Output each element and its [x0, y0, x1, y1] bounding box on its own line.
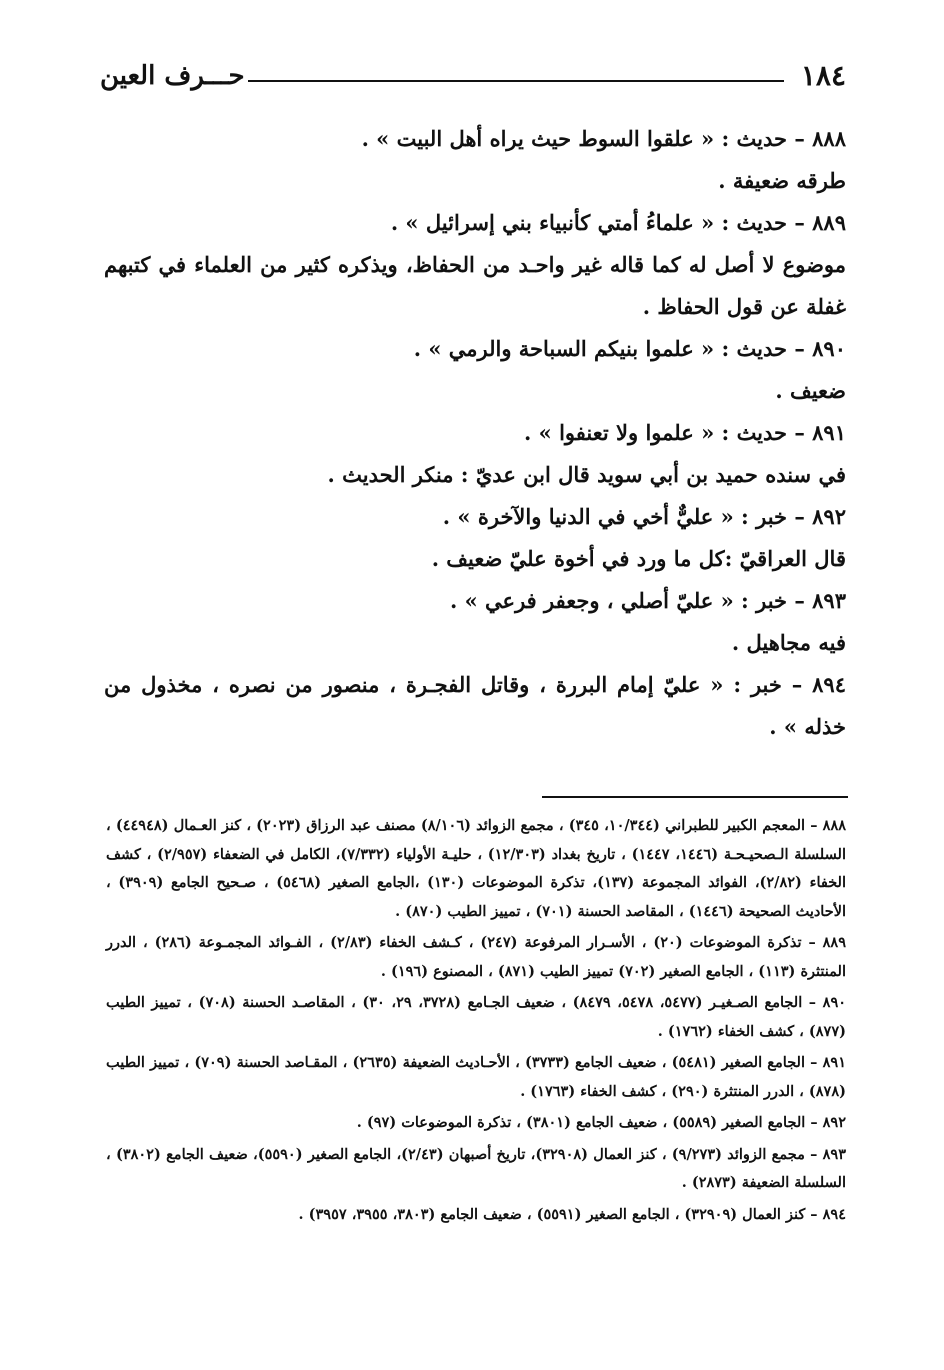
hadith-889-grading: موضوع لا أصل له كما قاله غير واحـد من الحفاظ، ويذكره كثير من العلماء في كتبهم غفلة عن قول الحفاظ . [104, 252, 846, 319]
hadith-888-heading: ٨٨٨ – حديث : « علقوا السوط حيث يراه أهل البيت » . [361, 126, 846, 151]
page-header [100, 56, 846, 100]
hadith-892-grading: قال العراقيّ :كل ما ورد في أخوة عليّ ضعيف . [431, 546, 846, 571]
hadith-890-heading: ٨٩٠ – حديث : « علموا بنيكم السباحة والرمي » . [413, 336, 846, 361]
footnote-889: ٨٨٩ – تذكرة الموضوعات (٢٠) ، الأسـرار المرفوعة (٢٤٧) ، كـشف الخفاء (٢/٨٣) ، الفـوائد المجمـوعة (٢٨٦) ، الدرر المنتثرة (١١٣) ، الجامع الصغير (٧٠٢) تمييز الطيب (٨٧١) ، المصنوع (١٩٦) . [106, 934, 847, 980]
hadith-890-grading: ضعيف . [775, 378, 846, 403]
footnote-893: ٨٩٣ – مجمع الزوائد (٩/٢٧٣) ، كنز العمال (٣٢٩٠٨)، تاريخ أصبهان (٢/٤٣)، الجامع الصغير (٥٥٩٠)، ضعيف الجامع (٣٨٠٢) ، السلسلة الضعيفة (٢٨٧٣) . [106, 1145, 847, 1191]
main-text [104, 118, 846, 748]
chapter-title: حـــرف العين [100, 61, 245, 91]
hadith-892-heading: ٨٩٢ – خبر : « عليٌّ أخي في الدنيا والآخرة » . [442, 504, 846, 529]
header-rule [248, 80, 784, 82]
footnote-888: ٨٨٨ – المعجم الكبير للطبراني (١٠/٣٤٤، ٣٤٥) ، مجمع الزوائد (٨/١٠٦) مصنف عبد الرزاق (٢٠٢٣) ، كنز العـمال (٤٤٩٤٨) ، السلسلة الـصحيـحـة (١٤٤٦، ١٤٤٧) ، تاريخ بغداد (١٢/٣٠٣) ، حليـة الأولياء (٧/٣٣٢)، الكامل في الضعفاء (٢/٩٥٧) ، كشف الخفاء (٢/٨٢)، الفوائد المجموعة (١٣٧)، تذكرة الموضوعات (١٣٠) ،الجامع الصغير (٥٤٦٨) ، صـحيح الجامع (٣٩٠٩) ، الأحاديث الصحيحة (١٤٤٦) ، المقاصد الحسنة (٧٠١) ، تمييز الطيب (٨٧٠) . [106, 817, 847, 920]
hadith-891-grading: في سنده حميد بن أبي سويد قال ابن عديّ : منكر الحديث . [327, 462, 846, 487]
footnotes [106, 812, 846, 1232]
hadith-893-heading: ٨٩٣ – خبر : « عليّ أصلي ، وجعفر فرعي » . [450, 588, 846, 613]
page-number: ١٨٤ [800, 59, 846, 92]
footnote-894: ٨٩٤ – كنز العمال (٣٢٩٠٩) ، الجامع الصغير (٥٥٩١) ، ضعيف الجامع (٣٨٠٣، ٣٩٥٥، ٣٩٥٧) . [298, 1205, 846, 1223]
hadith-893-grading: فيه مجاهيل . [731, 630, 846, 655]
hadith-891-heading: ٨٩١ – حديث : « علموا ولا تعنفوا » . [524, 420, 846, 445]
footnote-890: ٨٩٠ – الجامع الصـغيـر (٥٤٧٧، ٥٤٧٨، ٨٤٧٩) ، ضعيف الجـامع (٣٧٢٨، ٢٩، ٣٠) ، المقاصـد الحسنة (٧٠٨) ، تمييز الطيب (٨٧٧) ، كشف الخفاء (١٧٦٢) . [106, 994, 847, 1040]
footnote-rule [542, 796, 848, 798]
hadith-888-grading: طرقه ضعيفة . [718, 168, 846, 193]
footnote-891: ٨٩١ – الجامع الصغير (٥٤٨١) ، ضعيف الجامع (٣٧٣٣) ، الأحـاديث الضعيفة (٢٦٣٥) ، المقـاصد الحسنة (٧٠٩) ، تمييز الطيب (٨٧٨) ، الدرر المنتثرة (٢٩٠) ، كشف الخفاء (١٧٦٣) . [106, 1054, 846, 1100]
hadith-894-heading: ٨٩٤ – خبر : « عليّ إمام البررة ، وقاتل الفجـرة ، منصور من نصره ، مخذول من خذله » . [104, 672, 846, 739]
footnote-892: ٨٩٢ – الجامع الصغير (٥٥٨٩) ، ضعيف الجامع (٣٨٠١) ، تذكرة الموضوعات (٩٧) . [356, 1114, 846, 1131]
hadith-889-heading: ٨٨٩ – حديث : « علماءُ أمتي كأنبياء بني إسرائيل » . [390, 210, 846, 235]
